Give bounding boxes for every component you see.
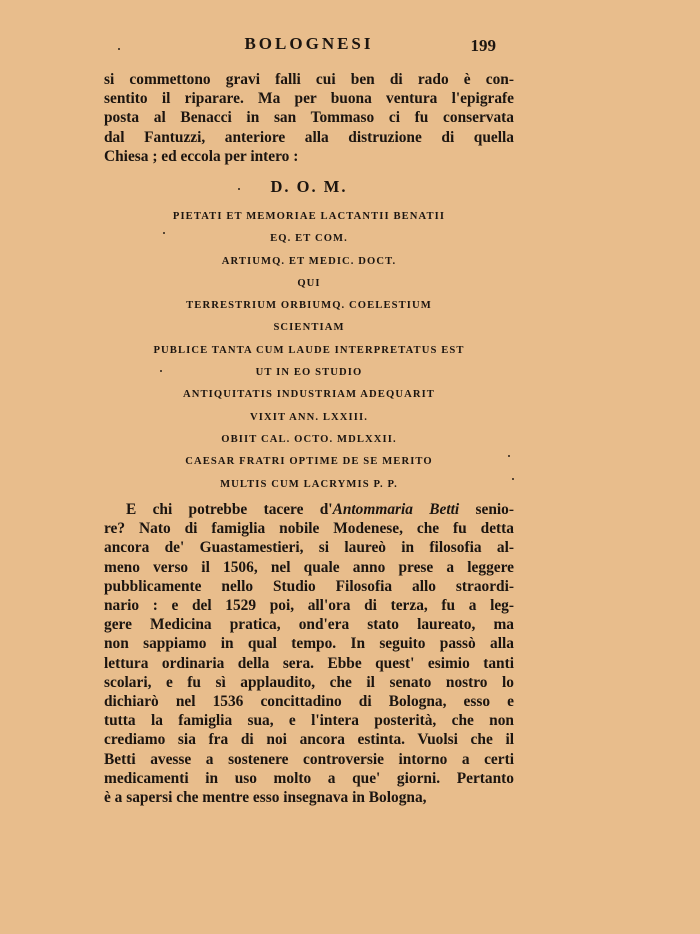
text-line: si commettono gravi falli cui ben di rado è con- [104,71,514,88]
text-line [104,500,514,519]
page-number: 199 [470,36,496,55]
epigraph-line: ARTIUMQ. ET MEDIC. DOCT. [221,255,397,267]
epigraph-line: EQ. ET COM. [270,233,348,245]
print-speck [512,478,514,480]
print-speck [160,370,162,372]
epigraph-line: SCIENTIAM [273,322,345,334]
epigraph-inscription [104,176,514,496]
epigraph-line: QUI [297,277,321,289]
text-line: non sappiamo in qual tempo. In seguito passò alla [104,635,514,653]
text-line: meno verso il 1506, nel quale anno prese a leggere [104,558,514,576]
epigraph-line: OBIIT CAL. OCTO. MDLXXII. [221,433,397,445]
print-speck [238,188,240,190]
text-line: scolari, e fu sì applaudito, che il senato nostro lo [104,673,514,691]
text-line: re? Nato di famiglia nobile Modenese, che fu detta [104,520,514,538]
epigraph-line: CAESAR FRATRI OPTIME DE SE MERITO [185,456,433,468]
epigraph-heading: D. O. M. [270,177,348,196]
epigraph-line: ANTIQUITATIS INDUSTRIAM ADEQUARIT [183,389,435,401]
print-speck [118,48,120,50]
paragraph-intro [104,70,514,166]
text-line: posta al Benacci in san Tommaso ci fu conservata [104,109,514,127]
text-line: ancora de' Guastamestieri, si laureò in filosofia al- [104,539,514,557]
print-speck [163,232,165,234]
person-name: Antommaria Betti [332,501,460,518]
text-line: sentito il riparare. Ma per buona ventura l'epigrafe [104,90,514,108]
print-speck [508,455,510,457]
running-head [104,34,514,58]
text-line: gere Medicina pratica, ond'era stato laureato, ma [104,616,514,634]
text-segment: E chi potrebbe tacere d' [126,501,333,518]
text-line: tutta la famiglia sua, e l'intera posterità, che non [104,712,514,730]
epigraph-line: PIETATI ET MEMORIAE LACTANTII BENATII [172,211,446,222]
epigraph-line: MULTIS CUM LACRYMIS P. P. [220,478,398,490]
text-line: dichiarò nel 1536 concittadino di Bologna, esso e [104,693,514,711]
epigraph-line: VIXIT ANN. LXXIII. [250,411,368,423]
text-line: crediamo sia fra di noi ancora estinta. Vuolsi che il [104,731,514,749]
epigraph-line: PUBLICE TANTA CUM LAUDE INTERPRETATUS EST [153,344,465,356]
text-line: medicamenti in uso molto a que' giorni. Pertanto [104,769,514,787]
text-line: pubblicamente nello Studio Filosofia allo straordi- [104,577,514,595]
text-line: è a sapersi che mentre esso insegnava in Bologna, [104,789,427,807]
text-segment: senio- [459,501,515,518]
text-line: nario : e del 1529 poi, all'ora di terza, fu a leg- [104,597,514,615]
text-line: Betti avesse a sostenere controversie intorno a certi [104,750,514,768]
text-line: lettura ordinaria della sera. Ebbe quest' esimio tanti [104,654,514,672]
text-line: dal Fantuzzi, anteriore alla distruzione di quella [104,128,514,146]
paragraph-betti [104,500,514,807]
epigraph-line: TERRESTRIUM ORBIUMQ. COELESTIUM [186,300,432,312]
epigraph-line: UT IN EO STUDIO [255,367,363,379]
running-title: BOLOGNESI [244,34,374,53]
text-line: Chiesa ; ed eccola per intero : [104,147,299,165]
